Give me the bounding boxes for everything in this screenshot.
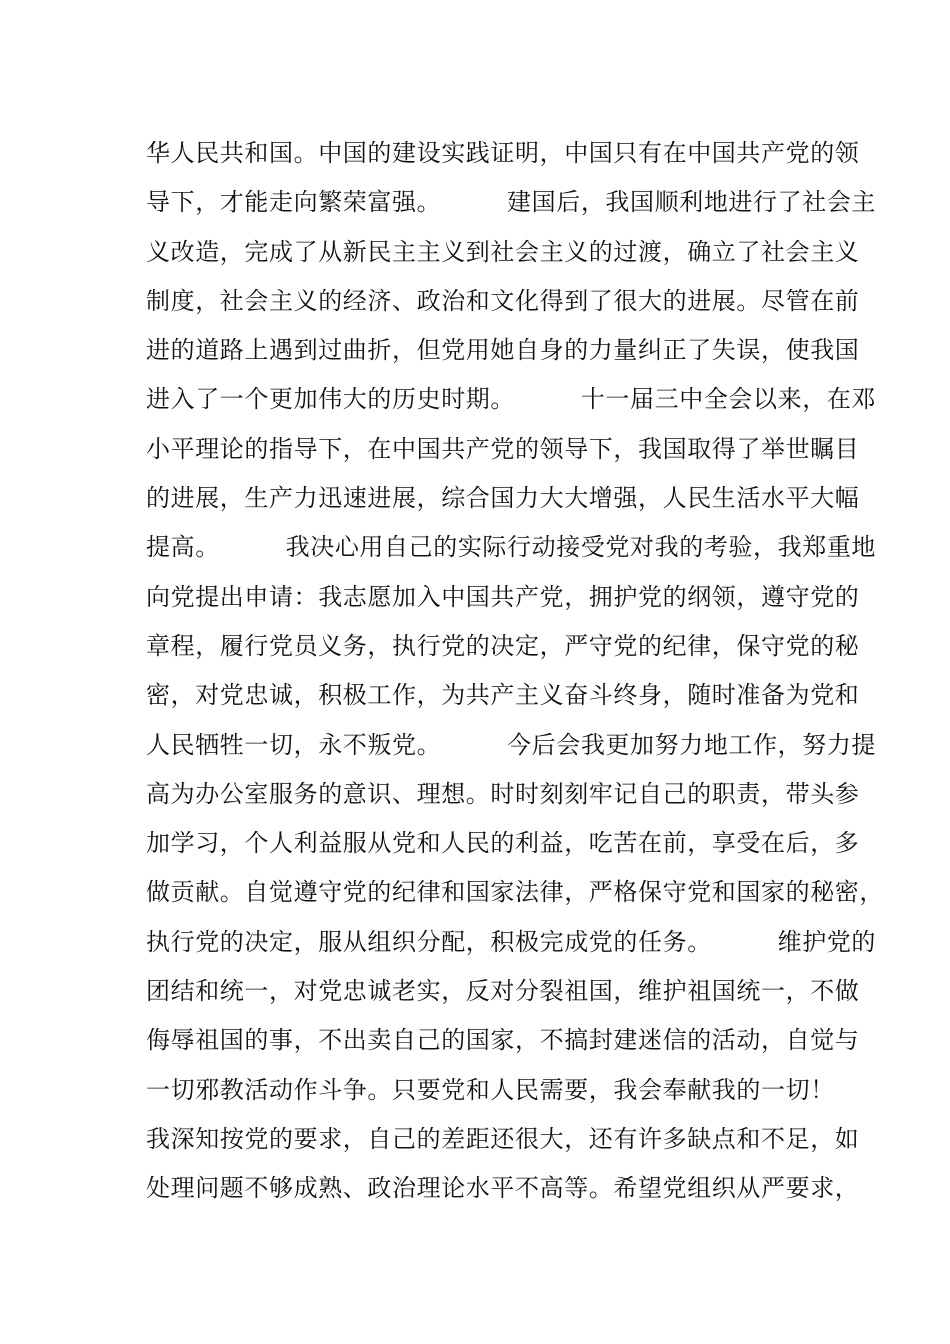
- text-line: 侮辱祖国的事，不出卖自己的国家，不搞封建迷信的活动，自觉与: [146, 1026, 860, 1055]
- body-text: [146, 134, 884, 1219]
- text-line: 执行党的决定，服从组织分配，积极完成党的任务。 维护党的: [146, 927, 877, 956]
- text-line: 处理问题不够成熟、政治理论水平不高等。希望党组织从严要求，: [146, 1174, 860, 1203]
- text-line: 进的道路上遇到过曲折，但党用她自身的力量纠正了失误，使我国: [146, 336, 860, 365]
- text-line: 提高。 我决心用自己的实际行动接受党对我的考验，我郑重地: [146, 533, 877, 562]
- text-line: 的进展，生产力迅速进展，综合国力大大增强，人民生活水平大幅: [146, 484, 860, 513]
- text-line: 高为办公室服务的意识、理想。时时刻刻牢记自己的职责，带头参: [146, 779, 860, 808]
- text-line: 义改造，完成了从新民主主义到社会主义的过渡，确立了社会主义: [146, 237, 860, 266]
- text-line: 进入了一个更加伟大的历史时期。 十一届三中全会以来，在邓: [146, 385, 877, 414]
- text-line: 团结和统一，对党忠诚老实，反对分裂祖国，维护祖国统一，不做: [146, 977, 860, 1006]
- text-line: 制度，社会主义的经济、政治和文化得到了很大的进展。尽管在前: [146, 286, 860, 315]
- text-line: 密，对党忠诚，积极工作，为共产主义奋斗终身，随时准备为党和: [146, 681, 860, 710]
- text-line: 华人民共和国。中国的建设实践证明，中国只有在中国共产党的领: [146, 139, 860, 167]
- text-line: 一切邪教活动作斗争。只要党和人民需要，我会奉献我的一切！: [146, 1075, 835, 1104]
- text-line: 导下，才能走向繁荣富强。 建国后，我国顺利地进行了社会主: [146, 188, 877, 217]
- text-line: 小平理论的指导下，在中国共产党的领导下，我国取得了举世瞩目: [146, 434, 860, 463]
- text-line: 向党提出申请：我志愿加入中国共产党，拥护党的纲领，遵守党的: [146, 582, 860, 611]
- text-line: 加学习，个人利益服从党和人民的利益，吃苦在前，享受在后，多: [146, 829, 860, 858]
- text-line: 我深知按党的要求，自己的差距还很大，还有许多缺点和不足，如: [146, 1124, 860, 1153]
- text-line: 章程，履行党员义务，执行党的决定，严守党的纪律，保守党的秘: [146, 631, 860, 660]
- text-line: 做贡献。自觉遵守党的纪律和国家法律，严格保守党和国家的秘密，: [146, 878, 884, 907]
- text-line: 人民牺牲一切，永不叛党。 今后会我更加努力地工作，努力提: [146, 730, 877, 759]
